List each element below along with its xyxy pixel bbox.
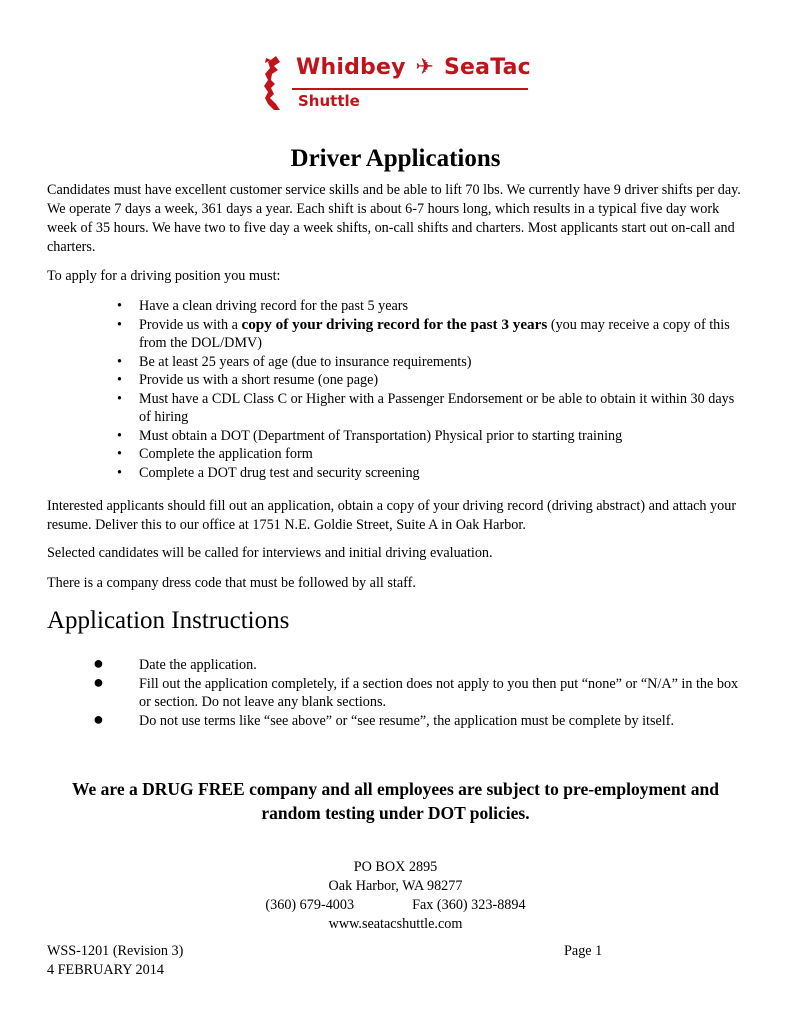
list-item (47, 297, 747, 316)
list-item (47, 427, 747, 446)
list-item (47, 371, 747, 390)
list-item (47, 390, 747, 427)
logo-divider (292, 88, 528, 90)
phone-number: (360) 679-4003 (265, 897, 355, 913)
bullet-icon: • (117, 427, 122, 444)
list-item-text: Provide us with a short resume (one page) (139, 372, 379, 388)
airplane-icon: ✈ (415, 55, 435, 80)
selected-paragraph: Selected candidates will be called for interviews and initial driving evaluation. (47, 545, 493, 561)
apply-lead-paragraph: To apply for a driving position you must: (47, 268, 281, 284)
instructions-heading: Application Instructions (47, 607, 290, 634)
document-id: WSS-1201 (Revision 3) (47, 943, 184, 959)
list-item-text: Must have a CDL Class C or Higher with a Passenger Endorsement or be able to obtain it within 30 days of hiring (139, 390, 735, 425)
logo-brand-left: Whidbey (296, 55, 406, 80)
page-number: Page 1 (564, 943, 603, 959)
list-item (47, 671, 747, 712)
list-item (47, 353, 747, 372)
page-title: Driver Applications (290, 145, 501, 172)
logo-subtitle: Shuttle (298, 92, 360, 110)
list-item-text: Must obtain a DOT (Department of Transportation) Physical prior to starting training (139, 427, 623, 444)
document-date: 4 FEBRUARY 2014 (47, 962, 164, 978)
contact-address (0, 858, 791, 934)
company-logo (262, 52, 532, 114)
bullet-icon: ● (93, 653, 104, 673)
logo-brand-right: SeaTac (444, 55, 531, 80)
bullet-icon: ● (93, 708, 104, 729)
dress-code-paragraph: There is a company dress code that must be followed by all staff. (47, 575, 416, 591)
list-item (47, 708, 747, 731)
bullet-icon: • (117, 353, 122, 370)
island-logo-icon (262, 54, 290, 112)
bullet-icon: • (117, 446, 122, 462)
logo-wordmark (296, 55, 531, 80)
footer-left (47, 942, 183, 980)
list-item-text: (you may receive a copy of this from the DOL/DMV) (139, 316, 730, 351)
intro-paragraph: Candidates must have excellent customer service skills and be able to lift 70 lbs. We currently have 9 driver shifts per day. We operate 7 days a week, 361 days a year. Each shift is about 6-7 hours long, which results in a typical five day work week of 35 hours. We have two to five day a week shifts, on-call shifts and charters. Most applicants start out on-call and charters. (47, 182, 741, 255)
list-item-text: Fill out the application completely, if a section does not apply to you then put “none” or “N/A” in the box or section. Do not leave any blank sections. (139, 675, 739, 710)
city-state-zip: Oak Harbor, WA 98277 (328, 878, 463, 894)
list-item-text: Complete a DOT drug test and security screening (139, 464, 420, 481)
list-item-text: Be at least 25 years of age (due to insurance requirements) (139, 353, 472, 370)
drug-free-notice: We are a DRUG FREE company and all employees are subject to pre-employment and random testing under DOT policies. (72, 779, 719, 823)
bullet-icon: ● (93, 671, 104, 692)
fax-number: Fax (360) 323-8894 (412, 897, 526, 913)
requirements-list (47, 297, 747, 482)
website-link[interactable]: www.seatacshuttle.com (328, 916, 463, 932)
bullet-icon: • (117, 464, 122, 481)
interested-paragraph: Interested applicants should fill out an application, obtain a copy of your driving record (driving abstract) and attach your resume. Deliver this to our office at 1751 N.E. Goldie Street, Suite A in Oak Harbor. (47, 498, 737, 533)
bullet-icon: • (117, 390, 122, 407)
phone-line (0, 896, 791, 915)
emphasized-text: copy of your driving record for the past 3 years (241, 315, 548, 333)
list-item-text: Complete the application form (139, 446, 313, 462)
list-item-text: Have a clean driving record for the past 5 years (139, 298, 409, 314)
list-item-text: Date the application. (139, 657, 257, 673)
instructions-list (47, 653, 747, 730)
bullet-icon: • (117, 316, 122, 333)
list-item-text: Provide us with a (139, 316, 242, 333)
list-item (47, 464, 747, 483)
list-item (47, 653, 747, 675)
list-item-text: Do not use terms like “see above” or “see resume”, the application must be complete by itself. (139, 712, 675, 729)
bullet-icon: • (117, 298, 122, 314)
list-item (47, 316, 747, 353)
po-box: PO BOX 2895 (353, 859, 438, 875)
bullet-icon: • (117, 372, 122, 388)
list-item (47, 445, 747, 464)
